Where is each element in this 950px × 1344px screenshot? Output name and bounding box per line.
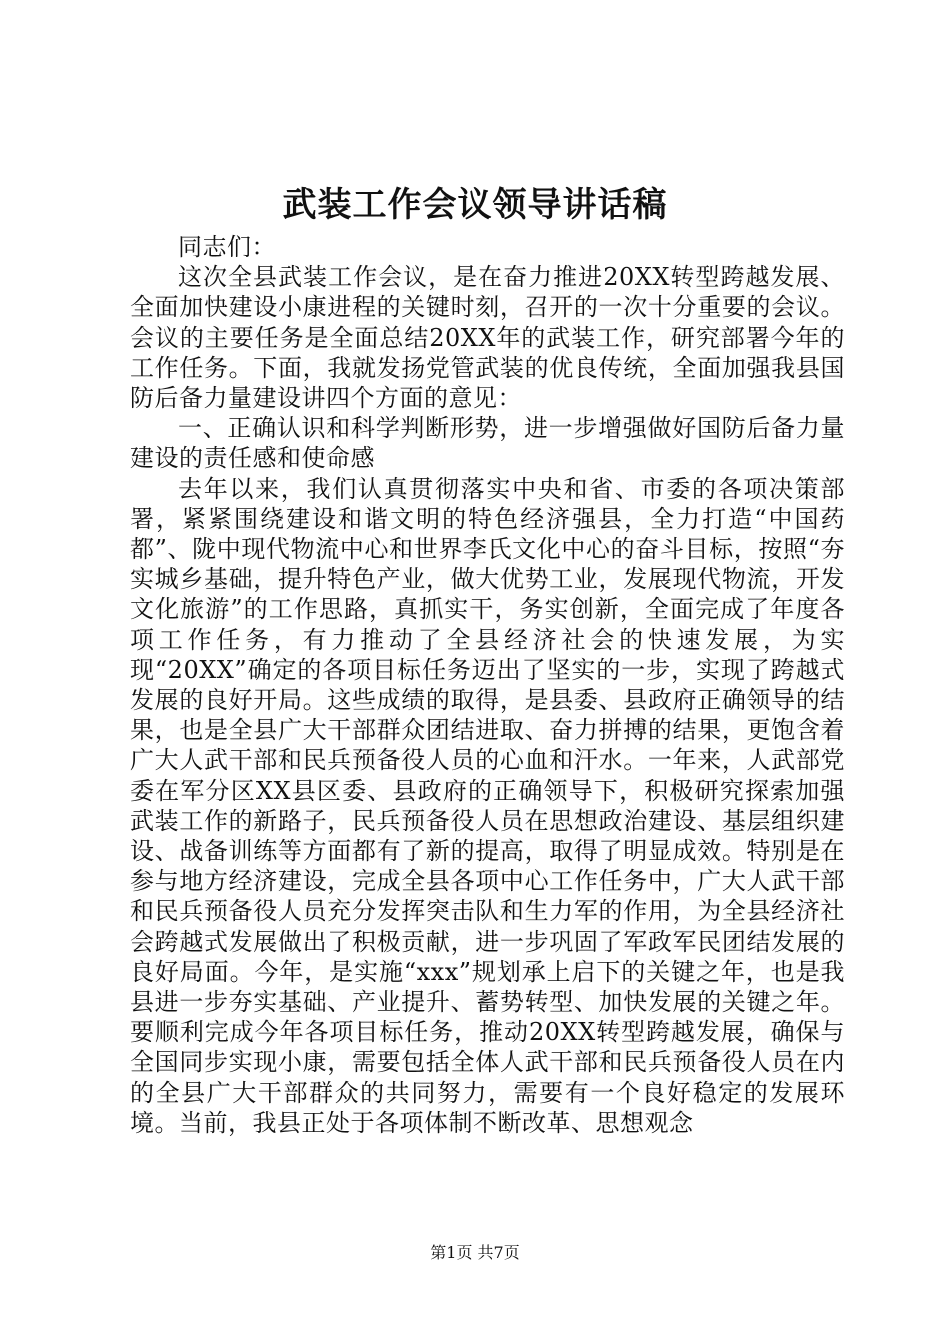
document-title: 武装工作会议领导讲话稿 — [282, 185, 668, 225]
document-body — [130, 232, 845, 1138]
page-footer: 第1页 共7页 — [430, 1243, 520, 1262]
paragraph-intro: 这次全县武装工作会议，是在奋力推进20XX转型跨越发展、全面加快建设小康进程的关键时刻，召开的一次十分重要的会议。会议的主要任务是全面总结20XX年的武装工作，研究部署今年的工作任务。下面，我就发扬党管武装的优良传统，全面加强我县国防后备力量建设讲四个方面的意见： — [130, 263, 845, 413]
paragraph-body: 去年以来，我们认真贯彻落实中央和省、市委的各项决策部署，紧紧围绕建设和谐文明的特色经济强县，全力打造“中国药都”、陇中现代物流中心和世界李氏文化中心的奋斗目标，按照“夯实城乡基础，提升特色产业，做大优势工业，发展现代物流，开发文化旅游”的工作思路，真抓实干，务实创新，全面完成了年度各项工作任务，有力推动了全县经济社会的快速发展，为实现“20XX”确定的各项目标任务迈出了坚实的一步，实现了跨越式发展的良好开局。这些成绩的取得，是县委、县政府正确领导的结果，也是全县广大干部群众团结进取、奋力拼搏的结果，更饱含着广大人武干部和民兵预备役人员的心血和汗水。一年来，人武部党委在军分区XX县区委、县政府的正确领导下，积极研究探索加强武装工作的新路子，民兵预备役人员在思想政治建设、基层组织建设、战备训练等方面都有了新的提高，取得了明显成效。特别是在参与地方经济建设，完成全县各项中心工作任务中，广大人武干部和民兵预备役人员充分发挥突击队和生力军的作用，为全县经济社会跨越式发展做出了积极贡献，进一步巩固了军政军民团结发展的良好局面。今年，是实施“xxx”规划承上启下的关键之年，也是我县进一步夯实基础、产业提升、蓄势转型、加快发展的关键之年。要顺利完成今年各项目标任务，推动20XX转型跨越发展，确保与全国同步实现小康，需要包括全体人武干部和民兵预备役人员在内的全县广大干部群众的共同努力，需要有一个良好稳定的发展环境。当前，我县正处于各项体制不断改革、思想观念 — [130, 474, 845, 1137]
section-heading-1: 一、正确认识和科学判断形势，进一步增强做好国防后备力量建设的责任感和使命感 — [130, 414, 845, 473]
salutation: 同志们： — [178, 233, 276, 261]
